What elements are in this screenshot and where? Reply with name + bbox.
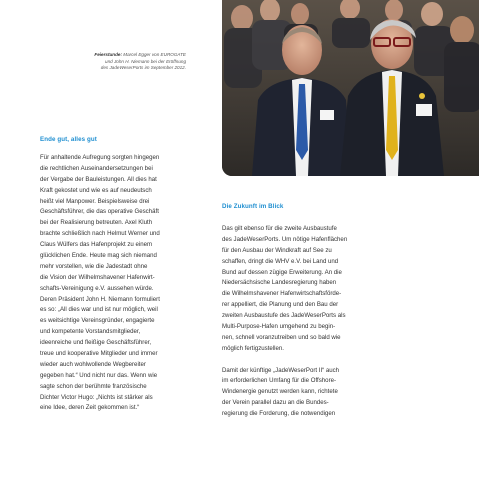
- photo-illustration: [222, 0, 479, 176]
- event-photo: [222, 0, 479, 176]
- text-line: Claus Wülfers das Hafenprojekt zu einem: [40, 241, 153, 249]
- text-line: Deren Präsident John H. Niemann formuliert: [40, 295, 160, 303]
- text-line: brachte schließlich nach Helmut Werner und: [40, 230, 160, 238]
- text-line: bei der Realisierung betreuten. Axel Kluth: [40, 219, 153, 227]
- caption-line: Marcel Egger von EUROGATE: [123, 52, 186, 57]
- text-line: eine Idee, deren Zeit gekommen ist.“: [40, 404, 140, 412]
- section-heading-right: Die Zukunft im Blick: [222, 203, 284, 210]
- text-line: es so: „All dies war und ist nur möglich, weil: [40, 306, 158, 314]
- text-line: sagte schon der berühmte französische: [40, 382, 147, 390]
- paragraph-gap: [222, 355, 347, 366]
- text-line: Das gilt ebenso für die zweite Ausbaustufe: [222, 225, 337, 232]
- caption-label: Feierstunde:: [94, 52, 122, 57]
- text-line: gegeben hat.“ Und nicht nur das. Wenn wie: [40, 371, 158, 379]
- text-line: zweiten Ausbaustufe des JadeWeserPorts als: [222, 312, 346, 320]
- text-line: Kraft gekostet und wie es auf neudeutsch: [40, 186, 152, 194]
- text-line: die Wilhelmshavener Hafenwirtschaftsförde-: [222, 290, 342, 298]
- text-line: schaffen, dringt die WHV e.V. bei Land und: [222, 257, 339, 265]
- text-line: Windenergie genutzt werden kann, richtete: [222, 388, 338, 396]
- left-body-text: [40, 153, 160, 414]
- text-line: des JadeWeserPorts. Um nötige Hafenflächen: [222, 235, 348, 243]
- text-line: regierung die Forderung, die notwendigen: [222, 410, 336, 418]
- text-line: mehr vorstellen, wie die Jadestadt ohne: [40, 262, 148, 270]
- text-line: Multi-Purpose-Hafen umgehend zu begin-: [222, 323, 336, 331]
- text-line: möglich fertigzustellen.: [222, 344, 284, 352]
- text-line: Bund auf dessen zügige Erweiterung. An die: [222, 268, 342, 276]
- text-line: im erforderlichen Umfang für die Offshore-: [222, 377, 337, 385]
- text-line: Dichter Victor Hugo: „Nichts ist stärker als: [40, 393, 153, 401]
- text-line: es weitsichtige Vereinsgründer, engagierte: [40, 317, 155, 325]
- text-line: schafts-Vereinigung e.V. aussehen würde.: [40, 284, 154, 292]
- text-line: und kompetente Vorstandsmitglieder,: [40, 328, 141, 336]
- caption-line: und John H. Niemann bei der Eröffnung: [105, 58, 186, 64]
- text-line: der Vergabe der Bauleistungen. All dies hat: [40, 175, 157, 183]
- right-body-text: [222, 224, 347, 420]
- section-heading-left: Ende gut, alles gut: [40, 136, 97, 143]
- text-line: treue und kooperative Mitglieder und immer: [40, 350, 158, 358]
- photo-caption: [80, 52, 186, 72]
- text-line: der Verein parallel dazu an die Bundes-: [222, 399, 329, 407]
- text-line: heißt viel Manpower. Beispielsweise drei: [40, 197, 150, 205]
- text-line: die Vision der Wilhelmshavener Hafenwirt-: [40, 273, 155, 281]
- text-line: Damit der künftige „JadeWeserPort II“ auch: [222, 366, 340, 374]
- caption-line: des JadeWeserPorts im September 2012.: [100, 65, 186, 71]
- text-line: rer appelliert, die Planung und den Bau der: [222, 301, 339, 309]
- text-line: ideenreiche und fleißige Geschäftsführer,: [40, 339, 152, 347]
- text-line: glücklichen Ende. Heute mag sich niemand: [40, 252, 157, 260]
- text-line: die rechtlichen Auseinandersetzungen bei: [40, 164, 153, 172]
- text-line: für den Ausbau der Windkraft auf See zu: [222, 246, 332, 254]
- text-line: Niedersächsische Landesregierung haben: [222, 279, 337, 287]
- text-line: Geschäftsführer, die das operative Geschäft: [40, 208, 159, 216]
- text-line: wieder auch wohlwollende Wegbereiter: [40, 360, 146, 368]
- text-line: Für anhaltende Aufregung sorgten hingegen: [40, 154, 160, 161]
- text-line: nen, schnell voranzutreiben und so bald wie: [222, 333, 341, 341]
